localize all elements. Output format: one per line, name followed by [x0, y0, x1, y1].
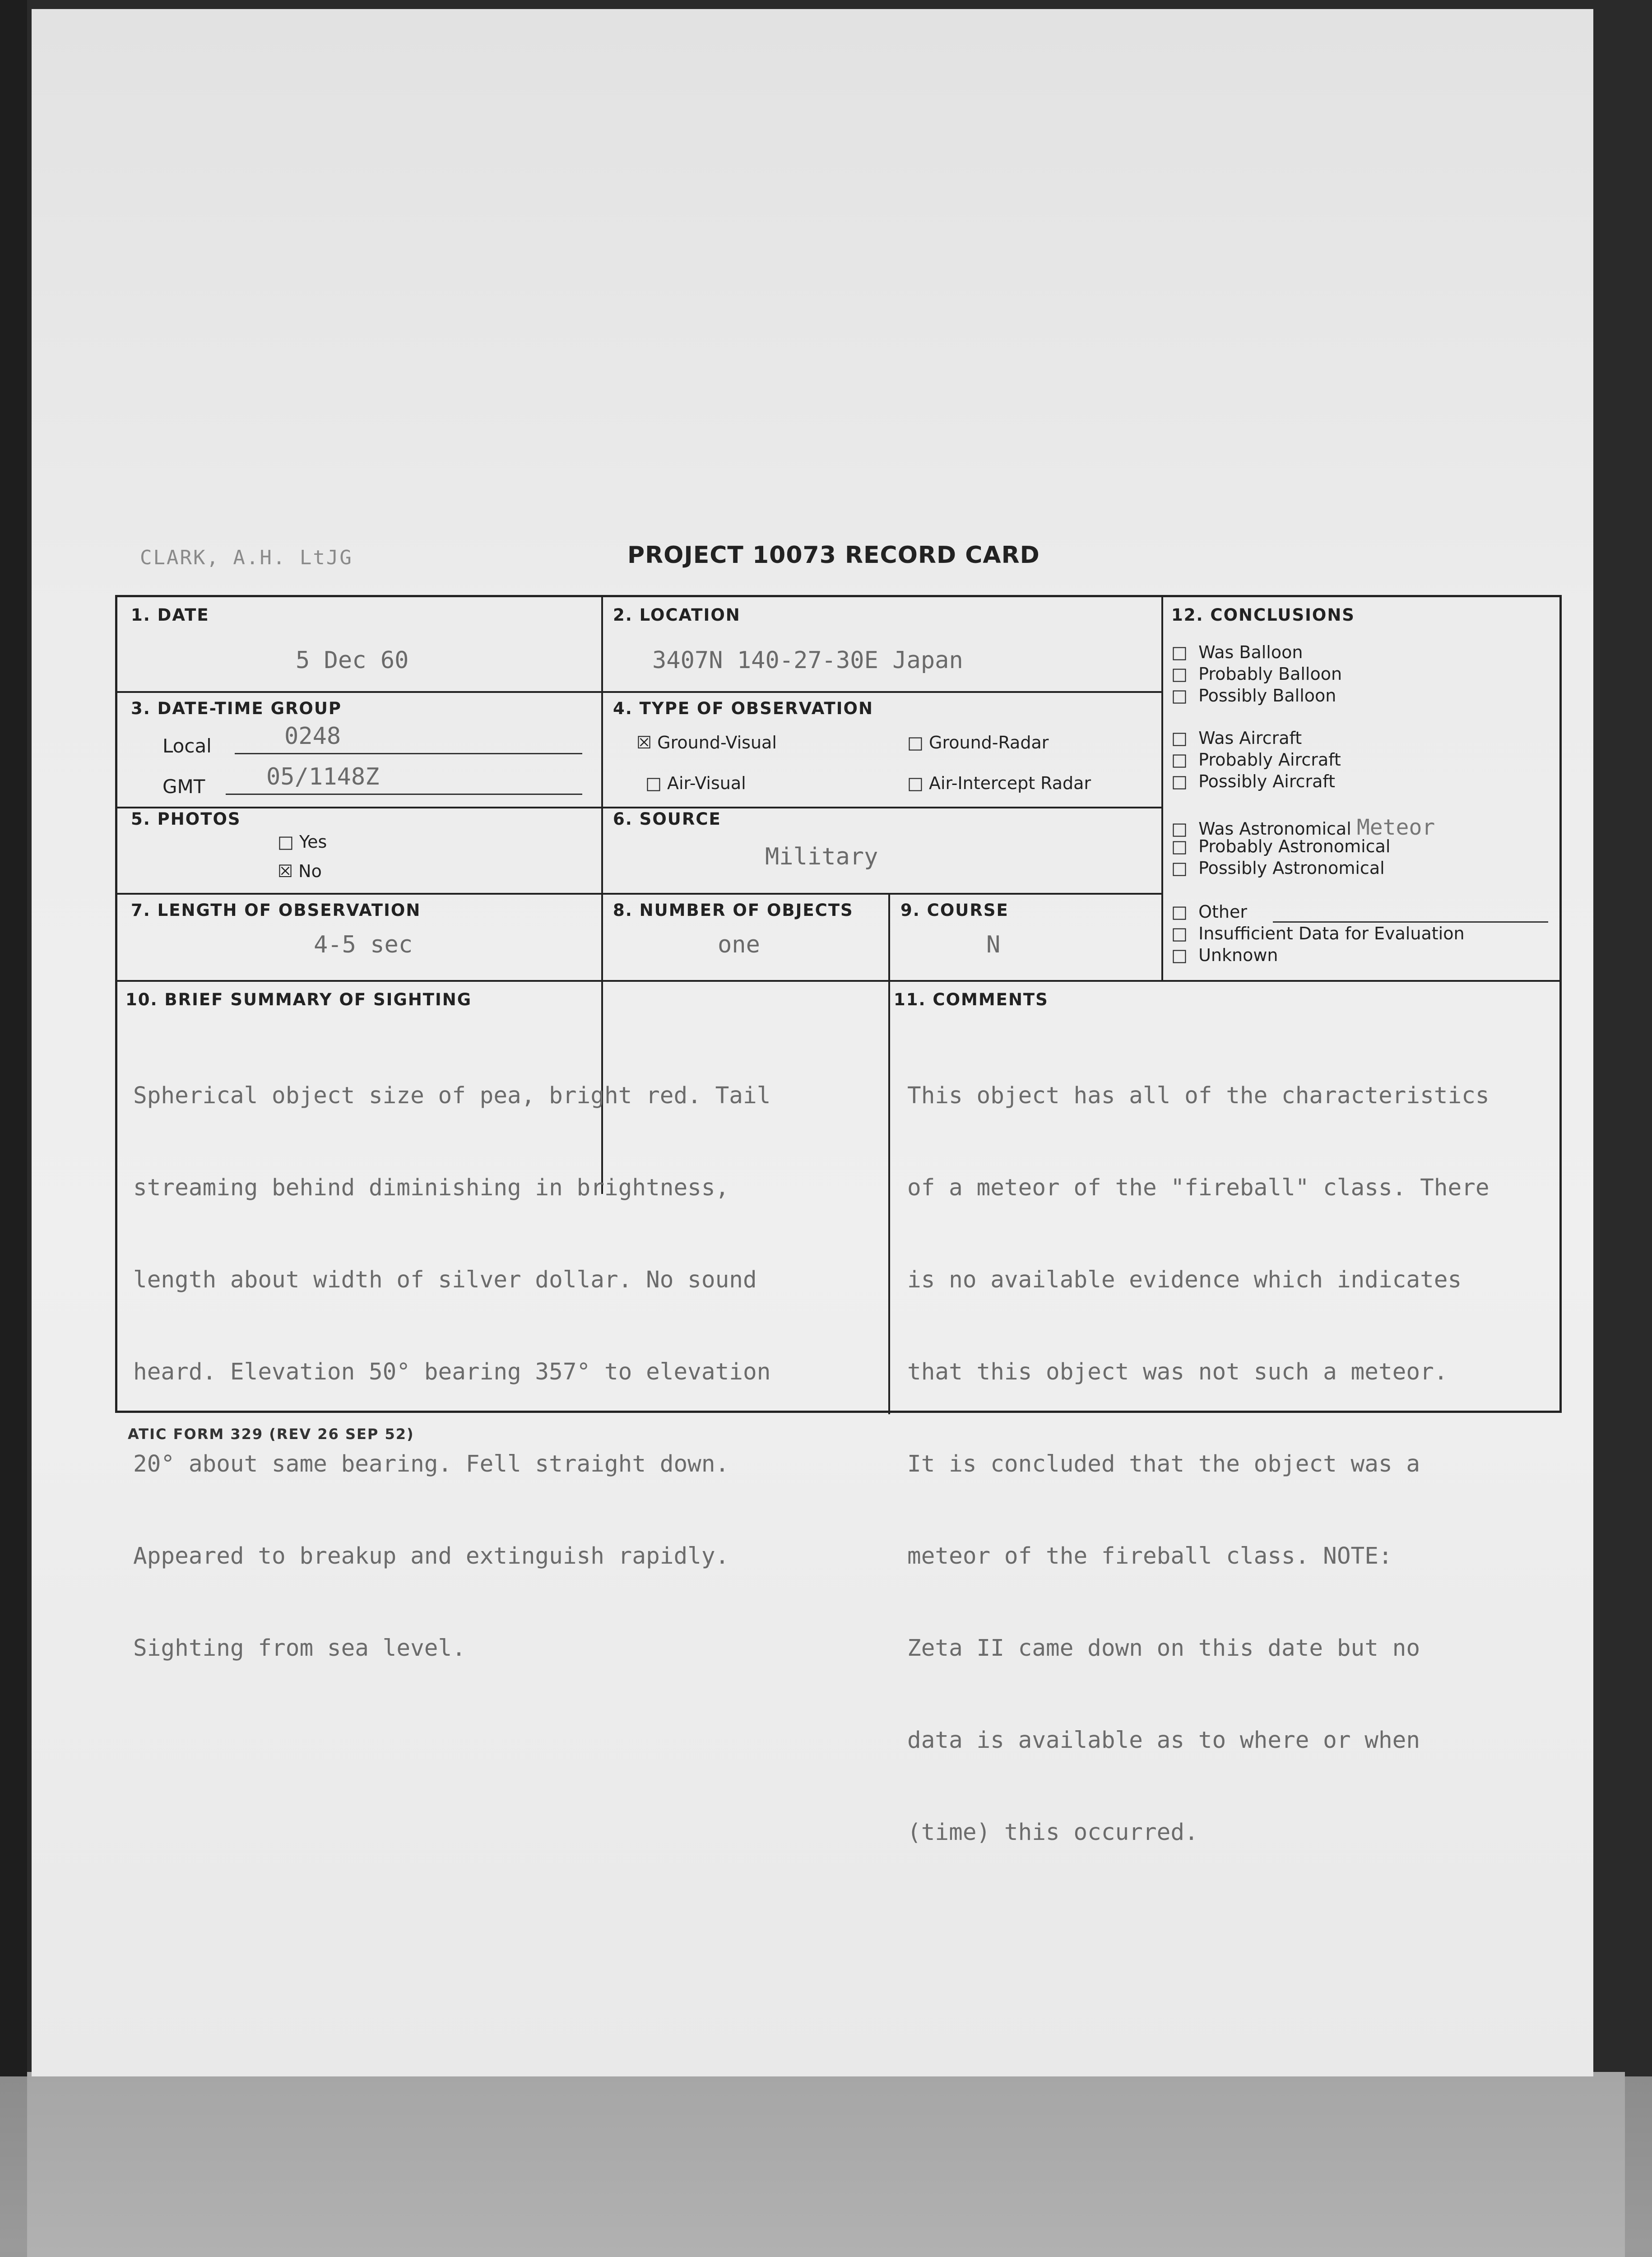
checkbox-icon: □ — [1171, 728, 1188, 748]
divider — [1161, 597, 1163, 981]
checkbox-icon: □ — [1171, 771, 1188, 791]
divider — [117, 807, 1161, 808]
air-intercept-label: Air-Intercept Radar — [929, 773, 1091, 793]
photos-no-label: No — [298, 861, 322, 881]
date-value: 5 Dec 60 — [296, 647, 409, 674]
conclusion-unknown[interactable] — [1171, 945, 1278, 965]
divider — [117, 893, 1161, 895]
conclusion-was-aircraft[interactable] — [1171, 728, 1302, 748]
form-number: ATIC FORM 329 (REV 26 SEP 52) — [128, 1426, 414, 1443]
conclusion-label: Insufficient Data for Evaluation — [1198, 924, 1465, 943]
dtg-label: 3. DATE-TIME GROUP — [131, 699, 342, 718]
checkbox-icon: □ — [1171, 642, 1188, 662]
checkbox-icon: □ — [1171, 924, 1188, 943]
checkbox-icon: □ — [1171, 750, 1188, 770]
checkbox-icon: □ — [1171, 858, 1188, 878]
gmt-label: GMT — [162, 776, 205, 798]
summary-line: streaming behind diminishing in brightness, — [133, 1175, 729, 1201]
conclusion-label: Possibly Astronomical — [1198, 858, 1385, 878]
photos-yes-checkbox[interactable] — [278, 832, 327, 852]
summary-line: heard. Elevation 50° bearing 357° to elevation — [133, 1359, 771, 1385]
summary-text — [133, 1019, 770, 1725]
type-label: 4. TYPE OF OBSERVATION — [613, 699, 873, 718]
date-label: 1. DATE — [131, 605, 209, 625]
conclusion-insufficient-data[interactable] — [1171, 924, 1465, 943]
gmt-value: 05/1148Z — [266, 763, 380, 790]
conclusion-label: Possibly Balloon — [1198, 686, 1336, 706]
local-value: 0248 — [284, 723, 341, 750]
ground-visual-checkbox[interactable] — [636, 733, 777, 752]
comments-text — [907, 1019, 1490, 1909]
summary-line: Appeared to breakup and extinguish rapidly. — [133, 1543, 729, 1570]
conclusion-label: Was Balloon — [1198, 642, 1303, 662]
location-label: 2. LOCATION — [613, 605, 741, 625]
comments-line: This object has all of the characteristics — [907, 1082, 1490, 1109]
photos-no-checkbox[interactable] — [278, 861, 322, 881]
number-label: 8. NUMBER OF OBJECTS — [613, 901, 854, 920]
summary-label: 10. BRIEF SUMMARY OF SIGHTING — [125, 990, 472, 1009]
location-value: 3407N 140-27-30E Japan — [652, 647, 963, 674]
comments-line: Zeta II came down on this date but no — [907, 1635, 1420, 1662]
comments-line: It is concluded that the object was a — [907, 1451, 1420, 1477]
length-label: 7. LENGTH OF OBSERVATION — [131, 901, 421, 920]
conclusion-label: Unknown — [1198, 945, 1278, 965]
conclusion-other[interactable] — [1171, 902, 1247, 922]
checked-box-icon: ☒ — [278, 861, 293, 881]
comments-line: that this object was not such a meteor. — [907, 1359, 1448, 1385]
summary-line: Sighting from sea level. — [133, 1635, 466, 1662]
conclusion-label: Probably Balloon — [1198, 664, 1342, 684]
summary-line: length about width of silver dollar. No sound — [133, 1267, 757, 1293]
divider — [888, 894, 890, 981]
checkbox-icon: □ — [1171, 945, 1188, 965]
local-label: Local — [162, 735, 212, 757]
checkbox-icon: □ — [1171, 664, 1188, 684]
comments-line: data is available as to where or when — [907, 1727, 1420, 1754]
conclusion-label: Was Aircraft — [1198, 728, 1302, 748]
conclusion-possibly-astronomical[interactable] — [1171, 858, 1385, 878]
conclusion-label: Other — [1198, 902, 1247, 922]
divider — [117, 691, 1161, 693]
source-label: 6. SOURCE — [613, 809, 721, 829]
checkbox-icon: □ — [1171, 686, 1188, 706]
comments-line: (time) this occurred. — [907, 1819, 1198, 1846]
underlying-sheet — [27, 2072, 1625, 2257]
conclusion-probably-balloon[interactable] — [1171, 664, 1342, 684]
conclusion-label: Probably Astronomical — [1198, 836, 1391, 856]
other-underline — [1273, 921, 1548, 923]
photos-yes-label: Yes — [299, 832, 327, 852]
astronomical-note: Meteor — [1356, 815, 1435, 840]
checkbox-icon: □ — [1171, 902, 1188, 922]
checkbox-icon: □ — [1171, 819, 1188, 839]
length-value: 4-5 sec — [314, 931, 413, 958]
checkbox-icon: □ — [645, 773, 662, 793]
gmt-underline — [226, 794, 582, 795]
ground-radar-checkbox[interactable] — [907, 733, 1049, 752]
checkbox-icon: □ — [907, 733, 923, 752]
conclusions-label: 12. CONCLUSIONS — [1171, 605, 1355, 625]
checked-box-icon: ☒ — [636, 733, 652, 752]
conclusion-label: Possibly Aircraft — [1198, 771, 1336, 791]
conclusion-was-balloon[interactable] — [1171, 642, 1303, 662]
checkbox-icon: □ — [907, 773, 923, 793]
local-underline — [235, 753, 582, 754]
course-label: 9. COURSE — [900, 901, 1009, 920]
conclusion-possibly-balloon[interactable] — [1171, 686, 1336, 706]
photos-label: 5. PHOTOS — [131, 809, 241, 829]
summary-line: Spherical object size of pea, bright red. Tail — [133, 1082, 771, 1109]
scan-edge — [0, 0, 27, 2257]
divider — [888, 981, 890, 1414]
comments-label: 11. COMMENTS — [894, 990, 1049, 1009]
comments-line: meteor of the fireball class. NOTE: — [907, 1543, 1392, 1570]
conclusion-probably-astronomical[interactable] — [1171, 836, 1390, 856]
comments-line: is no available evidence which indicates — [907, 1267, 1462, 1293]
source-value: Military — [765, 843, 878, 870]
course-value: N — [986, 931, 1001, 958]
checkbox-icon: □ — [1171, 836, 1188, 856]
summary-line: 20° about same bearing. Fell straight down. — [133, 1451, 729, 1477]
divider — [117, 980, 1562, 982]
card-title: PROJECT 10073 RECORD CARD — [627, 542, 1040, 569]
conclusion-label: Was Astronomical — [1198, 819, 1351, 839]
number-value: one — [718, 931, 760, 958]
conclusion-probably-aircraft[interactable] — [1171, 750, 1341, 770]
comments-line: of a meteor of the "fireball" class. There — [907, 1175, 1490, 1201]
conclusion-label: Probably Aircraft — [1198, 750, 1341, 770]
air-visual-checkbox[interactable] — [645, 773, 746, 793]
conclusion-possibly-aircraft[interactable] — [1171, 771, 1335, 791]
checkbox-icon: □ — [278, 832, 294, 852]
ground-radar-label: Ground-Radar — [929, 733, 1049, 752]
ground-visual-label: Ground-Visual — [657, 733, 777, 752]
air-intercept-checkbox[interactable] — [907, 773, 1091, 793]
air-visual-label: Air-Visual — [667, 773, 746, 793]
observer-name: CLARK, A.H. LtJG — [140, 546, 353, 569]
